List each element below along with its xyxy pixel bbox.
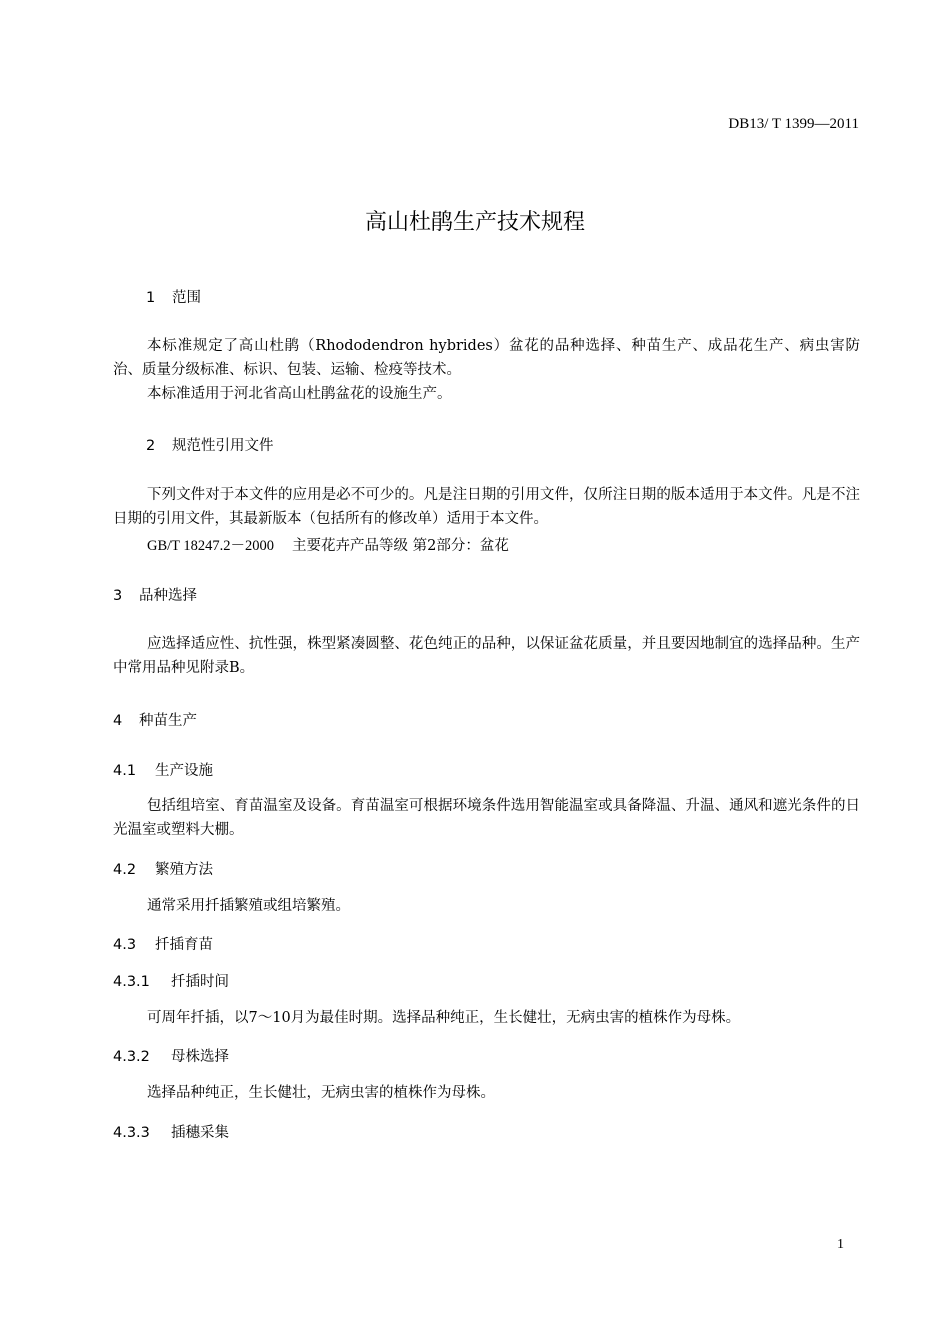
section-4-2-paragraph-1: 通常采用扦插繁殖或组培繁殖。 <box>147 898 350 914</box>
section-title: 范围 <box>172 290 201 306</box>
section-title: 种苗生产 <box>139 713 197 729</box>
section-number: 4.3.2 <box>113 1049 150 1065</box>
reference-title: 主要花卉产品等级 第2部分：盆花 <box>292 538 509 554</box>
section-title: 插穗采集 <box>171 1125 229 1141</box>
reference-code: GB/T 18247.2－2000 <box>147 538 275 554</box>
section-4-3-3-heading <box>113 1121 229 1142</box>
section-title: 生产设施 <box>155 763 213 779</box>
section-4-heading <box>113 709 197 730</box>
section-number: 4 <box>113 713 123 729</box>
section-4-2-heading <box>113 858 213 879</box>
section-4-3-heading <box>113 933 213 954</box>
section-title: 规范性引用文件 <box>172 438 274 454</box>
section-4-3-1-heading <box>113 970 229 991</box>
section-number: 4.3 <box>113 937 137 953</box>
section-title: 繁殖方法 <box>155 862 213 878</box>
section-title: 扦插育苗 <box>155 937 213 953</box>
section-number: 3 <box>113 588 123 604</box>
document-title: 高山杜鹃生产技术规程 <box>364 210 585 235</box>
section-title: 母株选择 <box>171 1049 229 1065</box>
section-number: 1 <box>146 290 156 306</box>
document-number: DB13/ T 1399—2011 <box>728 116 859 132</box>
section-4-1-heading <box>113 759 213 780</box>
section-number: 4.3.3 <box>113 1125 150 1141</box>
section-4-3-1-paragraph-1: 可周年扦插，以7～10月为最佳时期。选择品种纯正，生长健壮，无病虫害的植株作为母株。 <box>147 1010 741 1026</box>
section-3-heading <box>113 584 197 605</box>
section-4-3-2-heading <box>113 1045 229 1066</box>
section-1-paragraph-2: 本标准适用于河北省高山杜鹃盆花的设施生产。 <box>147 386 452 402</box>
section-number: 4.3.1 <box>113 974 150 990</box>
section-4-3-2-paragraph-1: 选择品种纯正，生长健壮，无病虫害的植株作为母株。 <box>147 1085 495 1101</box>
section-number: 4.1 <box>113 763 137 779</box>
section-4-1-paragraph-1: 包括组培室、育苗温室及设备。育苗温室可根据环境条件选用智能温室或具备降温、升温、通风和遮光条件的日光温室或塑料大棚。 <box>113 798 860 838</box>
section-title: 扦插时间 <box>171 974 229 990</box>
section-number: 2 <box>146 438 156 454</box>
section-3-paragraph-1: 应选择适应性、抗性强，株型紧凑圆整、花色纯正的品种，以保证盆花质量，并且要因地制宜的选择品种。生产中常用品种见附录B。 <box>113 636 860 676</box>
section-2-heading <box>146 434 274 455</box>
section-2-paragraph-1: 下列文件对于本文件的应用是必不可少的。凡是注日期的引用文件，仅所注日期的版本适用于本文件。凡是不注日期的引用文件，其最新版本（包括所有的修改单）适用于本文件。 <box>113 487 860 527</box>
page-number: 1 <box>837 1237 844 1252</box>
section-1-paragraph-1: 本标准规定了高山杜鹃（Rhododendron hybrides）盆花的品种选择、种苗生产、成品花生产、病虫害防治、质量分级标准、标识、包装、运输、检疫等技术。 <box>113 338 860 378</box>
section-1-heading <box>146 286 201 307</box>
section-title: 品种选择 <box>139 588 197 604</box>
section-number: 4.2 <box>113 862 137 878</box>
normative-reference <box>147 534 509 555</box>
